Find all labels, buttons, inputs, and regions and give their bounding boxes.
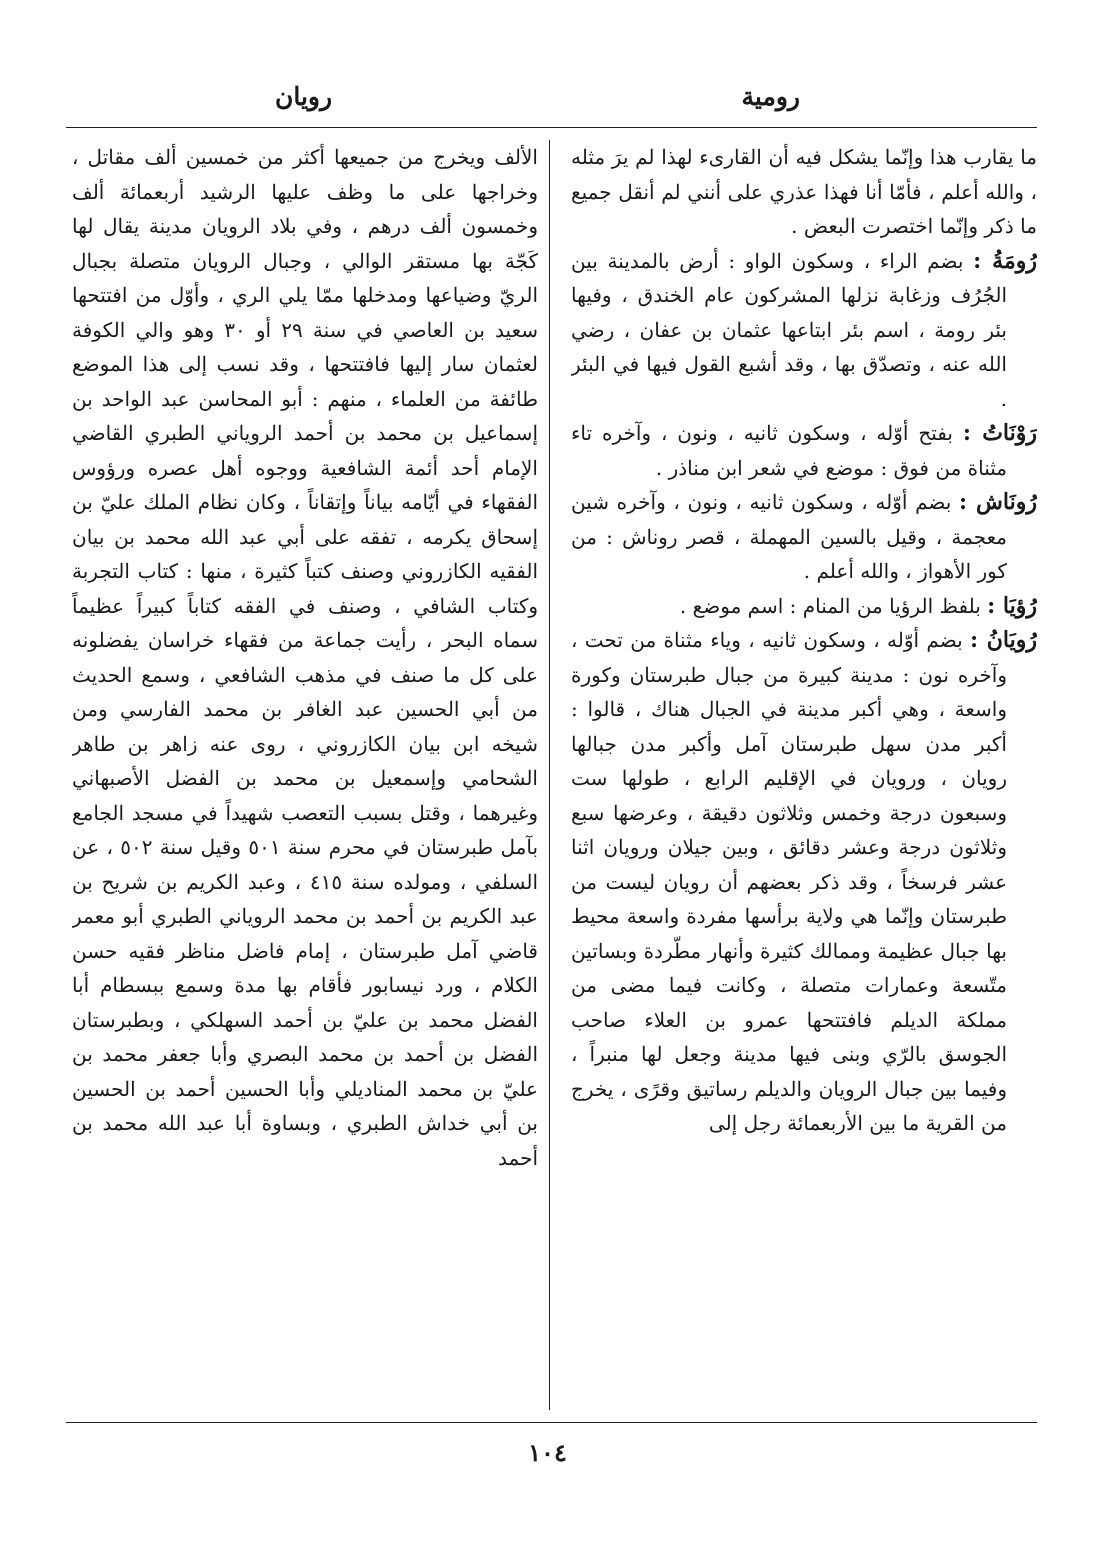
running-head-left-title: رويان — [275, 82, 333, 111]
header-rule — [66, 127, 1037, 128]
continuation-paragraph: ما يقارب هذا وإنّما يشكل فيه أن القارىء لهذا لم يرَ مثله ، والله أعلم ، فأمّا أنا فهذا عذري على أنني لم أنقل جميع ما ذكر وإنّما اختصرت البعض . — [571, 145, 1037, 238]
column-divider — [549, 140, 550, 1410]
footer-rule — [66, 1422, 1037, 1423]
left-column — [72, 140, 538, 1410]
entry-rounash — [571, 485, 1037, 589]
entry-headword: رُؤيَا : — [987, 592, 1037, 619]
entry-headword: رُومَةُ : — [973, 247, 1037, 274]
entry-raunat — [571, 416, 1037, 485]
entry-text: بضم الراء ، وسكون الواو : أرض بالمدينة بين الجُرُف وزغابة نزلها المشركون عام الخندق ، وفيها بئر رومة ، اسم بئر ابتاعها عثمان بن عفان ، رضي الله عنه ، وتصدّق بها ، وقد أشبع القول فيها في البئر . — [571, 248, 1007, 411]
right-column — [571, 140, 1037, 1410]
entry-headword: رُويَانُ : — [970, 627, 1037, 653]
running-head — [70, 82, 1025, 122]
entry-headword: رُونَاش : — [958, 489, 1037, 515]
entry-text: بفتح أوّله ، وسكون ثانيه ، ونون ، وآخره تاء مثناة من فوق : موضع في شعر ابن مناذر . — [571, 421, 1007, 480]
page-number: ١٠٤ — [528, 1438, 567, 1467]
entry-text: بضم أوّله ، وسكون ثانيه ، ونون ، وآخره شين معجمة ، وقيل بالسين المهملة ، قصر روناش : من كور الأهواز ، والله أعلم . — [571, 490, 1007, 583]
entry-rouma — [571, 244, 1037, 417]
left-column-paragraph: الألف ويخرج من جميعها أكثر من خمسين ألف مقاتل ، وخراجها على ما وظف عليها الرشيد أربعمائة ألف وخمسون ألف درهم ، وفي بلاد الرويان مدينة يقال لها كَجّة بها مستقر الوالي ، وجبال الرويان متصلة بجبال الريّ وضياعها ومدخلها ممّا يلي الري ، وأوّل من افتتحها سعيد بن العاصي في سنة ٢٩ أو ٣٠ وهو والي الكوفة لعثمان سار إليها فافتتحها ، وقد نسب إلى هذا الموضع طائفة من العلماء ، منهم : أبو المحاسن عبد الواحد بن إسماعيل بن محمد بن أحمد الروياني الطبري القاضي الإمام أحد أئمة الشافعية ووجوه أهل عصره ورؤوس الفقهاء في أيّامه بياناً وإتقاناً ، وكان نظام الملك عليّ بن إسحاق يكرمه ، تفقه على أبي عبد الله محمد بن بيان الفقيه الكازروني وصنف كتباً كثيرة ، منها : كتاب التجربة وكتاب الشافي ، وصنف في الفقه كتاباً كبيراً عظيماً سماه البحر ، رأيت جماعة من فقهاء خراسان يفضلونه على كل ما صنف في مذهب الشافعي ، وسمع الحديث من أبي الحسين عبد الغافر بن محمد الفارسي ومن شيخه ابن بيان الكازروني ، روى عنه زاهر بن طاهر الشحامي وإسمعيل بن محمد بن الفضل الأصبهاني وغيرهما ، وقتل بسبب التعصب شهيداً في مسجد الجامع بآمل طبرستان في محرم سنة ٥٠١ وقيل سنة ٥٠٢ ، عن السلفي ، ومولده سنة ٤١٥ ، وعبد الكريم بن شريح بن عبد الكريم بن أحمد بن محمد الروياني الطبري أبو معمر قاضي آمل طبرستان ، إمام فاضل مناظر فقيه حسن الكلام ، ورد نيسابور فأقام بها مدة وسمع ببسطام أبا الفضل محمد بن عليّ بن أحمد السهلكي ، وبطبرستان الفضل بن أحمد بن محمد البصري وأبا جعفر محمد بن عليّ بن محمد المناديلي وأبا الحسين أحمد بن الحسين بن أبي خداش الطبري ، وبساوة أبا عبد الله محمد بن أحمد — [72, 145, 538, 1170]
running-head-right-title: رومية — [741, 82, 800, 111]
entry-ruyan — [571, 623, 1037, 1141]
entry-text: بضم أوّله ، وسكون ثانيه ، وياء مثناة من تحت ، وآخره نون : مدينة كبيرة من جبال طبرستان وكورة واسعة ، وهي أكبر مدينة في الجبال هناك ، قالوا : أكبر مدن سهل طبرستان آمل وأكبر مدن جبالها رويان ، ورويان في الإقليم الرابع ، طولها ست وسبعون درجة وخمس وثلاثون دقيقة ، وعرضها سبع وثلاثون درجة وعشر دقائق ، وبين جيلان ورويان اثنا عشر فرسخاً ، وقد ذكر بعضهم أن رويان ليست من طبرستان وإنّما هي ولاية برأسها مفردة واسعة محيط بها جبال عظيمة وممالك كثيرة وأنهار مطّردة وبساتين متّسعة وعمارات متصلة ، وكانت فيما مضى من مملكة الديلم فافتتحها عمرو بن العلاء صاحب الجوسق بالرّي وبنى فيها مدينة وجعل لها منبراً ، وفيما بين جبال الرويان والديلم رساتيق وقرًى ، يخرج من القرية ما بين الأربعمائة رجل إلى — [571, 628, 1008, 1135]
entry-text: بلفظ الرؤيا من المنام : اسم موضع . — [679, 593, 981, 618]
entry-ruya — [571, 589, 1037, 624]
entry-headword: رَوْنَاتُ : — [962, 420, 1037, 446]
